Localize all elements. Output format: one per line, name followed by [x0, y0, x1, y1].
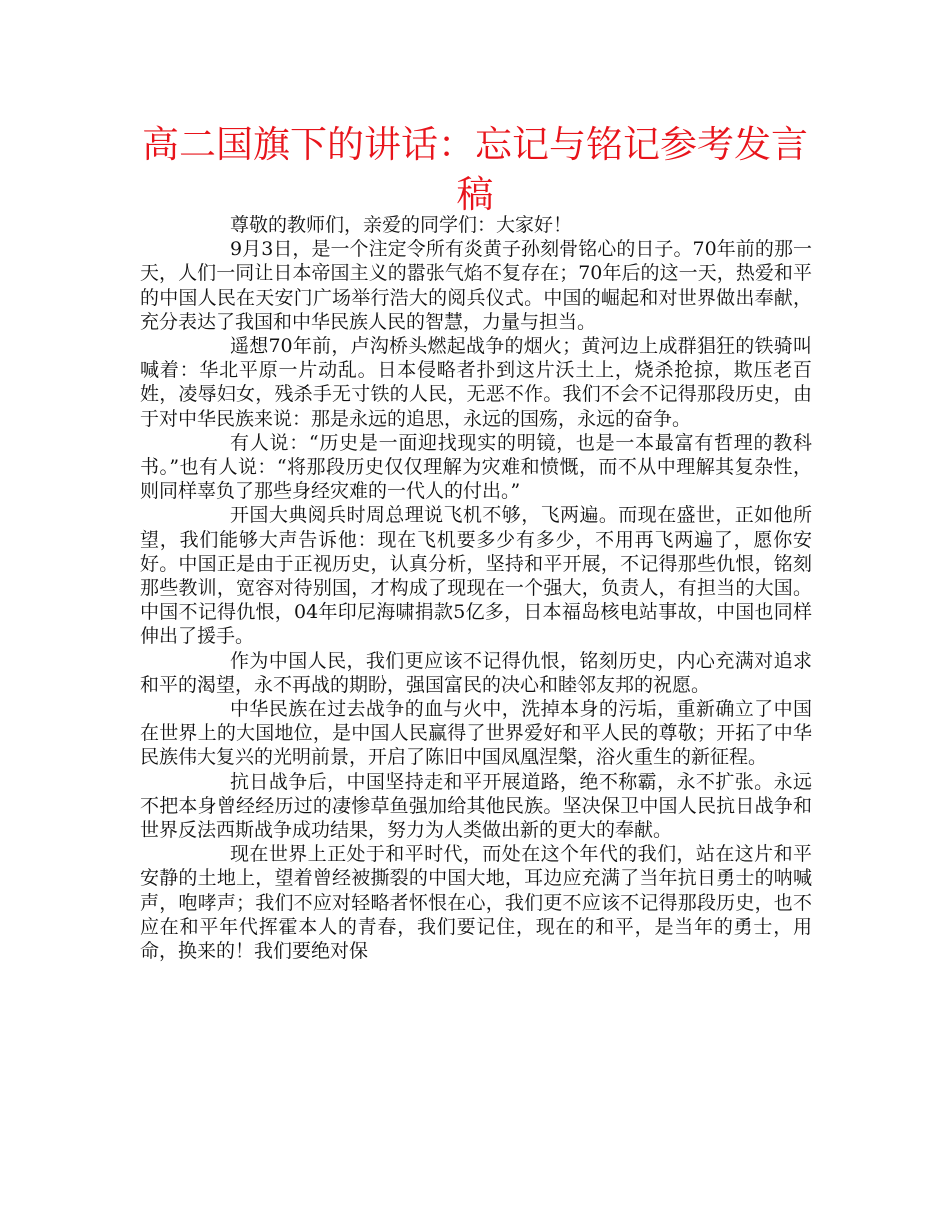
paragraph: 作为中国人民，我们更应该不记得仇恨，铭刻历史，内心充满对追求和平的渴望，永不再战的期盼，强国富民的决心和睦邻友邦的祝愿。 — [140, 649, 812, 696]
paragraph-greeting: 尊敬的教师们，亲爱的同学们：大家好！ — [230, 214, 573, 236]
paragraph: 中华民族在过去战争的血与火中，洗掉本身的污垢，重新确立了中国在世界上的大国地位，是中国人民赢得了世界爱好和平人民的尊敬；开拓了中华民族伟大复兴的光明前景，开启了陈旧中国凤凰涅槃，浴火重生的新征程。 — [140, 698, 812, 769]
paragraph: 抗日战争后，中国坚持走和平开展道路，绝不称霸，永不扩张。永远不把本身曾经经历过的凄惨草鱼强加给其他民族。坚决保卫中国人民抗日战争和世界反法西斯战争成功结果，努力为人类做出新的更大的奉献。 — [140, 770, 812, 842]
paragraph: 有人说：“历史是一面迎找现实的明镜，也是一本最富有哲理的教科书。”也有人说：“将那段历史仅仅理解为灾难和愤慨，而不从中理解其复杂性，则同样辜负了那些身经灾难的一代人的付出。” — [140, 431, 812, 503]
paragraph: 开国大典阅兵时周总理说飞机不够，飞两遍。而现在盛世，正如他所望，我们能够大声告诉他：现在飞机要多少有多少，不用再飞两遍了，愿你安好。中国正是由于正视历史，认真分析，坚持和平开展，不记得那些仇恨，铭刻那些教训，宽容对待别国，才构成了现现在一个强大，负责人，有担当的大国。中国不记得仇恨，04年印尼海啸捐款5亿多，日本福岛核电站事故，中国也同样伸出了援手。 — [140, 504, 812, 648]
document-title: 高二国旗下的讲话：忘记与铭记参考发言稿 — [142, 123, 808, 216]
paragraph: 现在世界上正处于和平时代，而处在这个年代的我们，站在这片和平安静的土地上，望着曾经被撕裂的中国大地，耳边应充满了当年抗日勇士的呐喊声，咆哮声；我们不应对轻略者怀恨在心，我们更不应该不记得那段历史，也不应在和平年代挥霍本人的青春，我们要记住，现在的和平，是当年的勇士，用命，换来的！我们要绝对保 — [140, 843, 812, 963]
document-body — [140, 213, 812, 963]
paragraph: 9月3日，是一个注定令所有炎黄子孙刻骨铭心的日子。70年前的那一天，人们一同让日本帝国主义的嚣张气焰不复存在；70年后的这一天，热爱和平的中国人民在天安门广场举行浩大的阅兵仪式。中国的崛起和对世界做出奉献，充分表达了我国和中华民族人民的智慧，力量与担当。 — [140, 238, 812, 333]
paragraph: 遥想70年前，卢沟桥头燃起战争的烟火；黄河边上成群猖狂的铁骑叫喊着：华北平原一片动乱。日本侵略者扑到这片沃土上，烧杀抢掠，欺压老百姓，凌辱妇女，残杀手无寸铁的人民，无恶不作。我们不会不记得那段历史，由于对中华民族来说：那是永远的追思，永远的国殇，永远的奋争。 — [140, 335, 812, 430]
